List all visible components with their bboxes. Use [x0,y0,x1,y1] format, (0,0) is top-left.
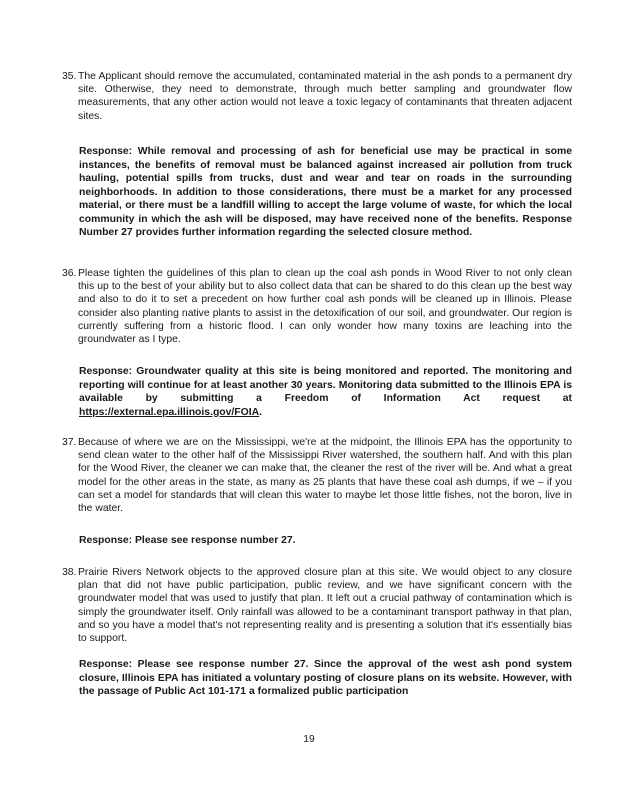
comment-number: 38. [62,567,77,578]
page-number: 19 [303,734,315,745]
comment-text: Because of where we are on the Mississippi, we're at the midpoint, the Illinois EPA has the opportunity to send clean water to the other half of the Mississippi River watershed, the southern half. And with this plan for the Wood River, the cleaner we can make that, the cleaner the rest of the river will be. And what a great model for the other areas in the state, as many as 25 plants that have these coal ash dumps, if we – if you can set a model for standards that will clean this water to maybe let those little fishes, not the boron, live in the water. [78,437,572,515]
comment-number: 35. [62,71,77,82]
response-37: Response: Please see response number 27. [79,535,296,546]
response-35: Response: While removal and processing of ash for beneficial use may be practical in some instances, the benefits of removal must be balanced against increased air pollution from truck hauling, potential spills from trucks, dust and wear and tear on roads in the surrounding neighborhoods. In addition to those considerations, there must be a market for any processed material, or there must be a landfill willing to accept the large volume of waste, for which the local community in which the ash will be disposed, may have received none of the benefits. Response Number 27 provides further information regarding the selected closure method. [79,146,572,238]
response-text: Response: Groundwater quality at this site is being monitored and reported. The monitoring and reporting will continue for at least another 30 years. Monitoring data submitted to the Illinois EPA is available by submitting a Freedom of Information Act request at [79,366,572,404]
comment-number: 36. [62,268,77,279]
response-text-end: . [259,406,263,418]
foia-link[interactable]: https://external.epa.illinois.gov/FOIA [79,406,260,418]
response-36 [79,365,572,419]
comment-text: Please tighten the guidelines of this plan to clean up the coal ash ponds in Wood River to not only clean this up to the best of your ability but to also collect data that can be shared to do this clean up the best way and also to do it to set a precedent on how further coal ash ponds will be cleaned up in Illinois. Please consider also planting native plants to assist in the detoxification of our soil, and groundwater. Our region is currently suffering from a historic flood. I can only wonder how many toxins are leaching into the groundwater as I type. [78,268,572,346]
comment-number: 37. [62,437,77,448]
comment-text: The Applicant should remove the accumulated, contaminated material in the ash ponds to a permanent dry site. Otherwise, they need to demonstrate, through much better sampling and groundwater flow measurements, that any other action would not leave a toxic legacy of contaminants that threaten adjacent sites. [78,71,572,122]
response-38: Response: Please see response number 27. Since the approval of the west ash pond system closure, Illinois EPA has initiated a voluntary posting of closure plans on its website. However, with the passage of Public Act 101-171 a formalized public participation [79,659,572,697]
comment-text: Prairie Rivers Network objects to the approved closure plan at this site. We would object to any closure plan that did not have public participation, public review, and we have significant concern with the groundwater model that was used to justify that plan. It left out a crucial pathway of contamination which is simply the groundwater itself. Only rainfall was allowed to be a contaminant transport pathway in that plan, and so you have a model that's not representing reality and is presenting a solution that it's essentially bias to support. [78,567,572,645]
